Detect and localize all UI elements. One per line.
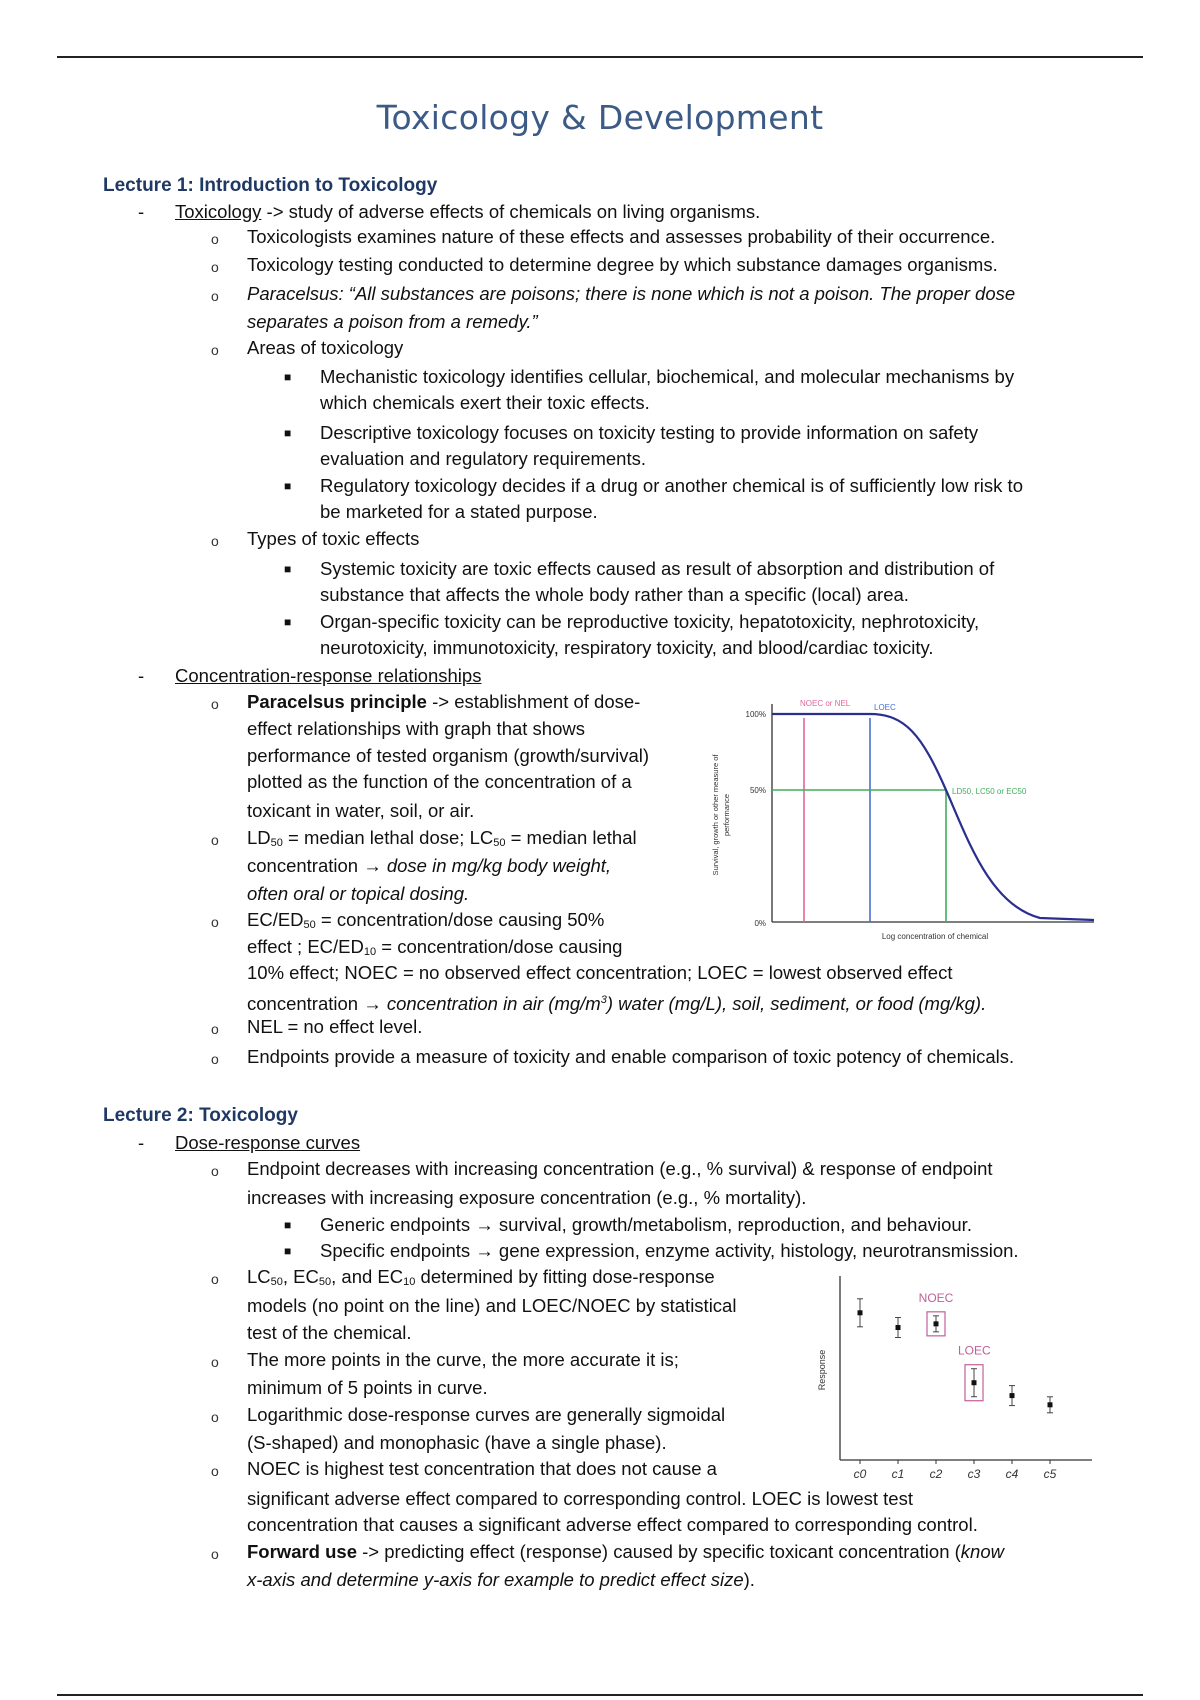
data-point (934, 1321, 939, 1326)
square-bullet: ■ (284, 1244, 292, 1258)
chart1-y-tick-0: 0% (754, 919, 766, 928)
area-text: be marketed for a stated purpose. (320, 501, 598, 522)
data-point (1048, 1402, 1053, 1407)
type-text: Organ-specific toxicity can be reproductive toxicity, hepatotoxicity, nephrotoxicity, (320, 611, 980, 632)
area-text: Regulatory toxicology decides if a drug or another chemical is of sufficiently low risk to (320, 475, 1023, 496)
lecture2-heading: Lecture 2: Toxicology (103, 1105, 298, 1126)
circle-bullet: o (211, 342, 219, 358)
lc50-text: models (no point on the line) and LOEC/NOEC by statistical (247, 1295, 737, 1316)
type-text: substance that affects the whole body rather than a specific (local) area. (320, 584, 909, 605)
data-point (858, 1310, 863, 1315)
ld50-text: often oral or topical dosing. (247, 883, 470, 904)
bullet-text: Toxicologists examines nature of these effects and assesses probability of their occurrence. (247, 226, 996, 247)
data-point (896, 1325, 901, 1330)
ld50-text: concentration → dose in mg/kg body weight, (247, 855, 612, 876)
circle-bullet: o (211, 1163, 219, 1179)
square-bullet: ■ (284, 1218, 292, 1232)
dash-bullet: - (138, 665, 145, 686)
type-text: neurotoxicity, immunotoxicity, respiratory toxicity, and blood/cardiac toxicity. (320, 637, 934, 658)
area-text: Descriptive toxicology focuses on toxicity testing to provide information on safety (320, 422, 979, 443)
forward-use-text: x-axis and determine y-axis for example to predict effect size). (247, 1569, 755, 1590)
x-tick-label: c3 (967, 1467, 981, 1481)
circle-bullet: o (211, 696, 219, 712)
bottom-rule (57, 1694, 1143, 1696)
ld50-text: $LD_{50}$ = median lethal dose; $LC_{50}$ = median lethal (247, 827, 637, 849)
square-bullet: ■ (284, 370, 292, 384)
data-point (972, 1380, 977, 1385)
chart1-y-tick-100: 100% (745, 710, 766, 719)
noec-text: significant adverse effect compared to corresponding control. LOEC is lowest test (247, 1488, 913, 1509)
paracelsus-text: toxicant in water, soil, or air. (247, 800, 475, 821)
chart2-ylabel: Response (817, 1349, 827, 1391)
chart1-label-noec-nel: NOEC or NEL (800, 699, 851, 708)
x-tick-label: c0 (853, 1467, 867, 1481)
square-bullet: ■ (284, 426, 292, 440)
circle-bullet: o (211, 288, 219, 304)
ec50-text: effect ; $EC/ED_{10}$ = concentration/dose causing (247, 936, 623, 958)
paracelsus-text: performance of tested organism (growth/survival) (247, 745, 650, 766)
circle-bullet: o (211, 1021, 219, 1037)
types-heading: Types of toxic effects (247, 528, 420, 549)
page-title: Toxicology & Development (376, 98, 824, 137)
square-bullet: ■ (284, 479, 292, 493)
noec-loec-chart (810, 1262, 1110, 1490)
circle-bullet: o (211, 1409, 219, 1425)
chart1-label-loec: LOEC (874, 703, 896, 712)
dose-response-chart (700, 690, 1100, 950)
chart1-ylabel-line1: Survival, growth or other measure of (711, 754, 720, 876)
paracelsus-quote-line2: separates a poison from a remedy.” (247, 311, 538, 332)
circle-bullet: o (211, 533, 219, 549)
top-rule (57, 56, 1143, 58)
forward-use-text: Forward use -> predicting effect (response) caused by specific toxicant concentration (know (247, 1541, 1004, 1562)
circle-bullet: o (211, 1354, 219, 1370)
paracelsus-text: plotted as the function of the concentration of a (247, 771, 632, 792)
bullet-text: Toxicology testing conducted to determine degree by which substance damages organisms. (247, 254, 998, 275)
circle-bullet: o (211, 259, 219, 275)
paracelsus-principle: Paracelsus principle -> establishment of dose- (247, 691, 641, 712)
lc50-text: $LC_{50}$, $EC_{50}$, and $EC_{10}$ determined by fitting dose-response (247, 1266, 715, 1288)
endpoint-text: Endpoint decreases with increasing concentration (e.g., % survival) & response of endpoint (247, 1158, 993, 1179)
circle-bullet: o (211, 1546, 219, 1562)
specific-endpoints: Specific endpoints → gene expression, enzyme activity, histology, neurotransmission. (320, 1240, 1019, 1261)
circle-bullet: o (211, 832, 219, 848)
chart1-y-tick-50: 50% (749, 786, 766, 795)
endpoint-text: increases with increasing exposure concentration (e.g., % mortality). (247, 1187, 807, 1208)
data-point (1010, 1393, 1015, 1398)
circle-bullet: o (211, 914, 219, 930)
paracelsus-text: effect relationships with graph that shows (247, 718, 585, 739)
circle-bullet: o (211, 1051, 219, 1067)
chart1-label-ld50: LD50, LC50 or EC50 (952, 787, 1027, 796)
ec50-text: 10% effect; NOEC = no observed effect concentration; LOEC = lowest observed effect (247, 962, 953, 983)
dash-bullet: - (138, 1132, 145, 1153)
x-tick-label: c1 (891, 1467, 905, 1481)
area-text: evaluation and regulatory requirements. (320, 448, 646, 469)
area-text: Mechanistic toxicology identifies cellular, biochemical, and molecular mechanisms by (320, 366, 1015, 387)
logarithmic-text: Logarithmic dose-response curves are generally sigmoidal (247, 1404, 726, 1425)
chart1-curve (772, 714, 1094, 920)
paracelsus-quote-line1: Paracelsus: “All substances are poisons; there is none which is not a poison. The proper dose (247, 283, 1016, 304)
x-tick-label: c4 (1005, 1467, 1019, 1481)
x-tick-label: c2 (929, 1467, 943, 1481)
chart1-ylabel-line2: performance (722, 793, 731, 837)
ec50-text: concentration → concentration in air $(mg/m^3)$ water (mg/L), soil, sediment, or food (mg/kg). (247, 993, 987, 1015)
nel-text: NEL = no effect level. (247, 1016, 423, 1037)
area-text: which chemicals exert their toxic effects. (320, 392, 650, 413)
toxicology-definition: Toxicology -> study of adverse effects of chemicals on living organisms. (175, 201, 761, 222)
circle-bullet: o (211, 1271, 219, 1287)
dash-bullet: - (138, 201, 145, 222)
concentration-response-heading: Concentration-response relationships (175, 665, 482, 686)
square-bullet: ■ (284, 562, 292, 576)
ec50-text: $EC/ED_{50}$ = concentration/dose causing 50% (247, 909, 605, 931)
logarithmic-text: (S-shaped) and monophasic (have a single phase). (247, 1432, 667, 1453)
points-text: The more points in the curve, the more accurate it is; (247, 1349, 679, 1370)
lc50-text: test of the chemical. (247, 1322, 412, 1343)
lecture1-heading: Lecture 1: Introduction to Toxicology (103, 175, 438, 196)
generic-endpoints: Generic endpoints → survival, growth/metabolism, reproduction, and behaviour. (320, 1214, 972, 1235)
endpoints-text: Endpoints provide a measure of toxicity and enable comparison of toxic potency of chemicals. (247, 1046, 1015, 1067)
circle-bullet: o (211, 231, 219, 247)
circle-bullet: o (211, 1463, 219, 1479)
noec-text: NOEC is highest test concentration that does not cause a (247, 1458, 717, 1479)
noec-text: concentration that causes a significant adverse effect compared to corresponding control. (247, 1514, 978, 1535)
areas-heading: Areas of toxicology (247, 337, 404, 358)
square-bullet: ■ (284, 615, 292, 629)
points-text: minimum of 5 points in curve. (247, 1377, 488, 1398)
type-text: Systemic toxicity are toxic effects caused as result of absorption and distribution of (320, 558, 995, 579)
dose-response-heading: Dose-response curves (175, 1132, 361, 1153)
noec-label: NOEC (918, 1290, 954, 1305)
loec-label: LOEC (958, 1343, 991, 1358)
chart1-xlabel: Log concentration of chemical (881, 932, 989, 941)
x-tick-label: c5 (1043, 1467, 1057, 1481)
